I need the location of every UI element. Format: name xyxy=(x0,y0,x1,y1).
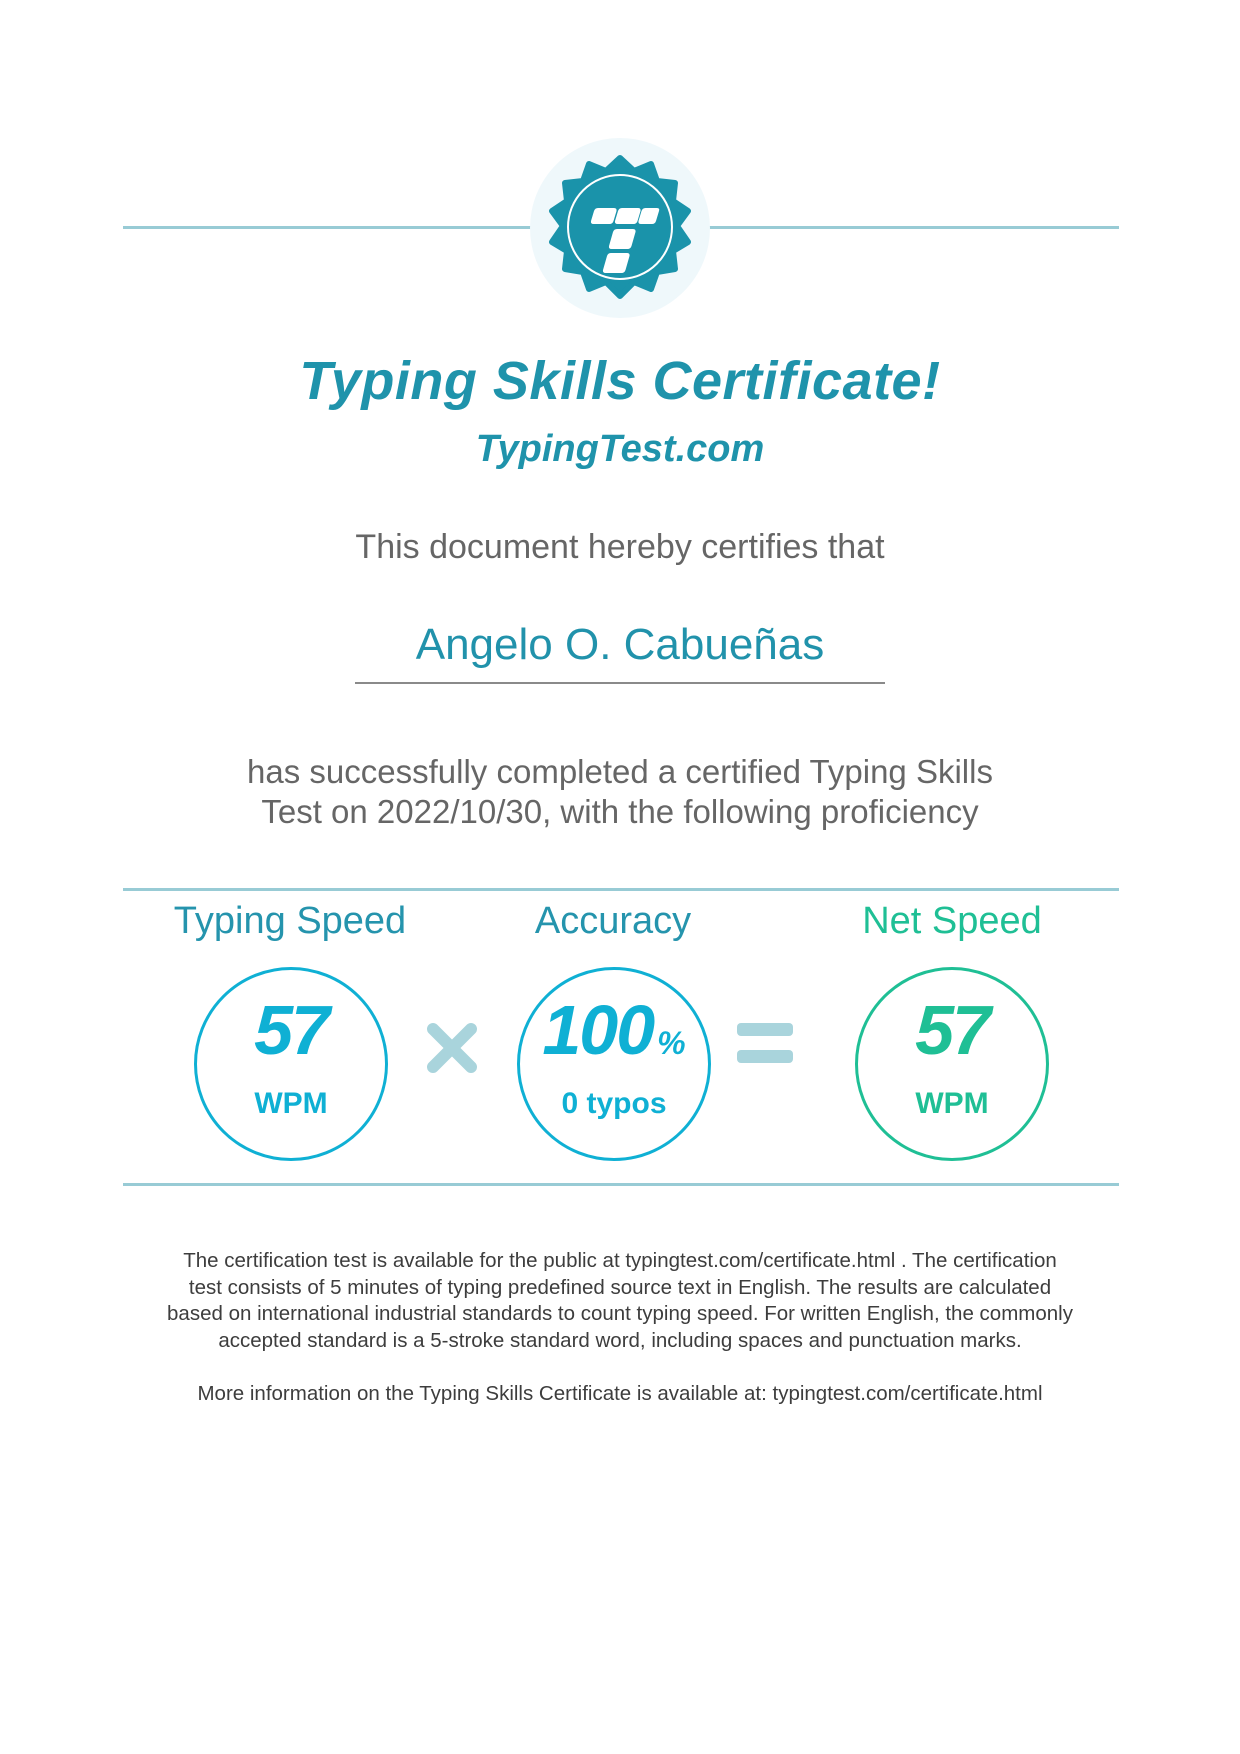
site-name: TypingTest.com xyxy=(475,428,765,470)
accuracy-circle xyxy=(517,967,711,1161)
disclaimer-line-4: accepted standard is a 5-stroke standard word, including spaces and punctuation marks. xyxy=(218,1328,1022,1352)
typing-speed-label: Typing Speed xyxy=(173,900,407,942)
certificate-title: Typing Skills Certificate! xyxy=(299,351,941,411)
typingtest-badge-icon xyxy=(530,138,710,318)
disclaimer-line-3: based on international industrial standards to count typing speed. For written English, the commonly xyxy=(167,1302,1073,1325)
net-speed-circle xyxy=(855,967,1049,1161)
completion-statement xyxy=(0,752,1240,832)
name-underline xyxy=(355,682,885,684)
intro-text: This document hereby certifies that xyxy=(355,528,885,566)
accuracy-percent-sign: % xyxy=(657,1025,686,1061)
results-divider-bottom xyxy=(123,1183,1119,1186)
header-divider-left xyxy=(123,226,533,229)
accuracy-number: 100 xyxy=(542,991,654,1069)
equals-icon xyxy=(736,1022,794,1071)
header-divider-right xyxy=(708,226,1119,229)
multiply-icon xyxy=(425,1021,479,1080)
disclaimer-line-1: The certification test is available for the public at typingtest.com/certificate.html . The certification xyxy=(183,1249,1057,1272)
typing-speed-unit: WPM xyxy=(254,1087,328,1120)
more-info-text: More information on the Typing Skills Certificate is available at: typingtest.com/certificate.html xyxy=(197,1382,1043,1405)
net-speed-label: Net Speed xyxy=(862,900,1042,942)
accuracy-value xyxy=(520,990,708,1070)
typing-speed-circle xyxy=(194,967,388,1161)
results-divider-top xyxy=(123,888,1119,891)
net-speed-value: 57 xyxy=(915,991,989,1069)
typos-count: 0 typos xyxy=(561,1087,667,1120)
certification-disclaimer xyxy=(120,1248,1120,1354)
statement-line-2: Test on 2022/10/30, with the following proficiency xyxy=(261,793,979,830)
net-speed-unit: WPM xyxy=(915,1087,989,1120)
statement-line-1: has successfully completed a certified Typing Skills xyxy=(247,753,993,790)
accuracy-label: Accuracy xyxy=(534,900,692,942)
recipient-name: Angelo O. Cabueñas xyxy=(415,620,825,669)
disclaimer-line-2: test consists of 5 minutes of typing predefined source text in English. The results are calculated xyxy=(188,1275,1052,1299)
typing-speed-value: 57 xyxy=(254,991,328,1069)
